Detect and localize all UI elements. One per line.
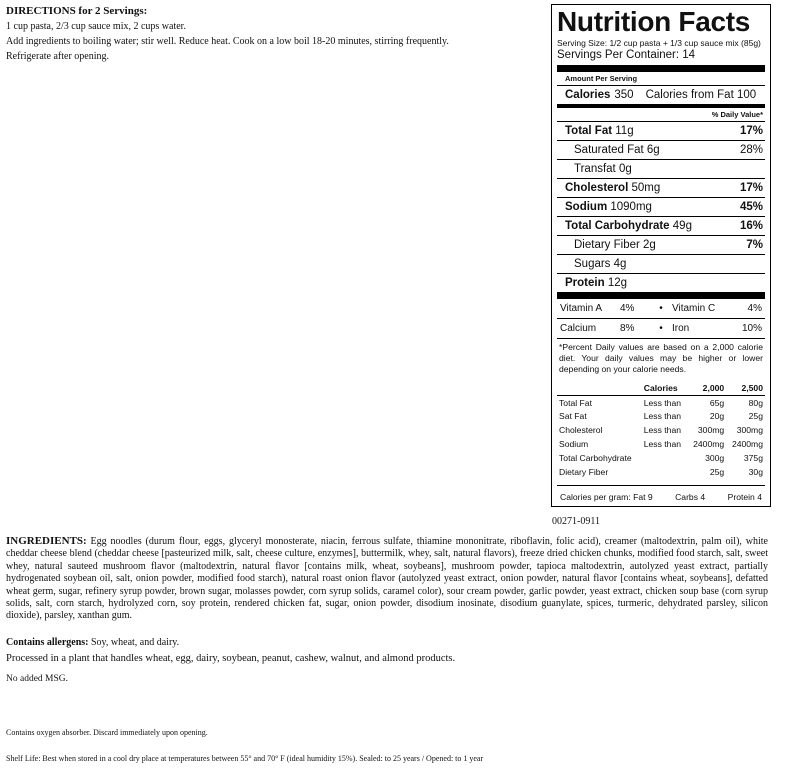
- divider-thick: [557, 292, 765, 299]
- nutrient-row-saturated-fat: [557, 140, 765, 159]
- table-cell: 30g: [748, 466, 763, 477]
- vitamin-label: Vitamin A: [560, 303, 603, 314]
- nutrient-label: Saturated Fat: [574, 144, 644, 156]
- ingredients-text: Egg noodles (durum flour, eggs, glyceryl monosterate, niacin, ferrous sulfate, thiamine mononitrate, riboflavin, folic acid), creamer (maltodextrin, palm oil), white cheddar cheese blend (cheddar cheese [pasteurized milk, salt, cheese culture, enzymes], buttermilk, whey, salt, natural flavors), freeze dried chicken chunks, modified food starch, salt, sweet whey, natural sauteed mushroom flavor (maltodextrin, natural flavor [contains milk, wheat, soybeans], mushroom powder, tapioca maltodextrin, autolyzed yeast extract, partially hydrogenated soybean oil, salt, onion powder, modified food starch), natural roast onion flavor (autolyzed yeast extract, onion powder, natural flavor [contains wheat, soybeans], defatted wheat germ, sugar, refinery syrup powder, brown sugar, molasses powder, corn syrup solids, caramel color), sour cream powder, garlic powder, yeast extract, chicken soup base (corn syrup solids, salt, corn starch, hydrolyzed corn, soy protein, rendered chicken fat, sugar, onion powder, disodium inosinate, disodium guanylate, spices, turmeric, dehydrated parsley, silicon dioxide), parsley, xanthan gum.: [6, 536, 768, 622]
- table-cell: 300mg: [697, 425, 725, 436]
- allergens-section: [6, 637, 179, 648]
- nutrient-label: Protein: [565, 277, 605, 289]
- vitamin-value: 4%: [747, 303, 762, 314]
- bullet: •: [659, 303, 663, 314]
- directions-line: Add ingredients to boiling water; stir well. Reduce heat. Cook on a low boil 18-20 minutes, stirring frequently.: [6, 36, 449, 47]
- nutrient-row-total-fat: [557, 121, 765, 140]
- product-code: 00271-0911: [552, 516, 600, 527]
- table-cell: [642, 465, 688, 479]
- table-cell: Less than: [643, 397, 682, 408]
- daily-value-table: [557, 381, 765, 479]
- nutrient-label: Sodium: [565, 201, 608, 213]
- nutrient-row-sodium: [557, 197, 765, 216]
- table-row: [557, 437, 765, 451]
- nutrient-amount: 2g: [643, 239, 656, 251]
- nutrient-amount: 4g: [613, 258, 627, 270]
- table-cell: [642, 451, 688, 465]
- table-cell: 2400mg: [731, 439, 763, 450]
- vitamin-label: Vitamin C: [672, 303, 716, 314]
- table-row: [557, 410, 765, 424]
- nutrient-row-cholesterol: [557, 178, 765, 197]
- vitamin-label: Iron: [672, 323, 690, 334]
- table-cell: Sodium: [559, 439, 589, 450]
- vitamin-value: 10%: [741, 323, 762, 334]
- directions-section: [6, 4, 536, 64]
- nutrient-row-total-carbohydrate: [557, 216, 765, 235]
- ingredients-label: INGREDIENTS:: [6, 535, 87, 547]
- nutrient-label: Total Carbohydrate: [565, 220, 670, 232]
- ingredients-section: [6, 535, 768, 623]
- directions-line: 1 cup pasta, 2/3 cup sauce mix, 2 cups water.: [6, 21, 186, 32]
- directions-line: Refrigerate after opening.: [6, 51, 110, 62]
- no-msg-notice: No added MSG.: [6, 674, 69, 684]
- table-cell: 65g: [709, 397, 725, 408]
- nutrient-amount: 50mg: [631, 182, 661, 194]
- nutrition-facts-panel: [551, 4, 771, 507]
- vitamin-value: 8%: [620, 323, 635, 334]
- table-cell: 25g: [748, 411, 763, 422]
- table-cell: 25g: [709, 466, 725, 477]
- divider-thick: [557, 65, 765, 72]
- nutrient-row-protein: [557, 273, 765, 292]
- nutrient-dv: 28%: [739, 144, 763, 156]
- table-cell: Less than: [643, 425, 682, 436]
- calories-per-gram-carbs: Carbs 4: [675, 491, 706, 502]
- nutrient-amount: 11g: [615, 125, 634, 137]
- servings-per-container: Servings Per Container: 14: [557, 49, 696, 61]
- vitamin-value: 4%: [620, 303, 635, 314]
- nutrient-row-dietary-fiber: [557, 235, 765, 254]
- calories-value: 350: [614, 89, 634, 101]
- vitamin-row: [557, 299, 765, 318]
- nutrient-label: Transfat: [574, 163, 616, 175]
- nutrient-amount: 0g: [618, 163, 632, 175]
- table-cell: 300mg: [736, 425, 763, 436]
- nutrient-amount: 49g: [672, 220, 692, 232]
- nutrition-facts-title: Nutrition Facts: [557, 6, 751, 37]
- nutrient-amount: 6g: [646, 144, 660, 156]
- calories-label: Calories: [565, 89, 611, 101]
- oxygen-absorber-notice: Contains oxygen absorber. Discard immediately upon opening.: [6, 728, 208, 737]
- allergens-text: Soy, wheat, and dairy.: [88, 637, 180, 648]
- table-row: [557, 423, 765, 437]
- table-header-cell: 2,500: [726, 381, 765, 395]
- nutrient-label: Total Fat: [565, 125, 613, 137]
- nutrient-dv: 17%: [739, 125, 763, 137]
- table-cell: Total Carbohydrate: [559, 452, 632, 463]
- vitamin-label: Calcium: [560, 323, 597, 334]
- table-cell: 2400mg: [693, 439, 725, 450]
- table-cell: 300g: [705, 452, 725, 463]
- table-header-cell: [557, 381, 642, 395]
- nutrient-label: Cholesterol: [565, 182, 629, 194]
- table-cell: Total Fat: [559, 397, 592, 408]
- nutrient-dv: 17%: [739, 182, 763, 194]
- nutrient-row-sugars: [557, 254, 765, 273]
- serving-size: Serving Size: 1/2 cup pasta + 1/3 cup sauce mix (85g): [557, 38, 761, 48]
- shelf-life-notice: Shelf Life: Best when stored in a cool dry place at temperatures between 55° and 70° F (ideal humidity 15%). Sealed: to 25 years / Opened: to 1 year: [6, 754, 484, 763]
- table-cell: Cholesterol: [559, 425, 603, 436]
- daily-value-table-header: [557, 381, 765, 395]
- table-cell: 20g: [709, 411, 725, 422]
- nutrient-amount: 12g: [607, 277, 628, 289]
- nutrient-dv: 16%: [739, 220, 763, 232]
- table-header-cell: Calories: [642, 381, 688, 395]
- nutrient-amount: 1090mg: [610, 201, 652, 213]
- nutrient-dv: 7%: [746, 239, 763, 251]
- table-cell: Sat Fat: [559, 411, 587, 422]
- table-cell: Less than: [643, 439, 682, 450]
- calories-from-fat: Calories from Fat 100: [645, 89, 757, 101]
- nutrient-label: Sugars: [574, 258, 611, 270]
- bullet: •: [659, 323, 663, 334]
- calories-per-gram-protein: Protein 4: [727, 491, 762, 502]
- table-cell: 80g: [748, 397, 763, 408]
- table-header-cell: 2,000: [687, 381, 726, 395]
- table-row: [557, 465, 765, 479]
- table-cell: Less than: [643, 411, 682, 422]
- directions-title: DIRECTIONS for 2 Servings:: [6, 5, 148, 17]
- calories-row: [557, 85, 765, 104]
- calories-per-gram-fat: Calories per gram: Fat 9: [560, 491, 653, 502]
- nutrient-label: Dietary Fiber: [574, 239, 640, 251]
- amount-per-serving: Amount Per Serving: [565, 74, 638, 83]
- allergens-label: Contains allergens:: [6, 637, 89, 648]
- table-cell: 375g: [743, 452, 763, 463]
- nutrient-row-transfat: [557, 159, 765, 178]
- processed-notice: Processed in a plant that handles wheat, egg, dairy, soybean, peanut, cashew, walnut, and almond products.: [6, 653, 456, 664]
- calories-per-gram: [557, 485, 765, 502]
- table-row: [557, 395, 765, 409]
- table-cell: Dietary Fiber: [559, 466, 609, 477]
- table-row: [557, 451, 765, 465]
- daily-value-footnote: *Percent Daily values are based on a 2,000 calorie diet. Your daily values may be higher or lower depending on your calorie needs.: [559, 342, 763, 374]
- nutrient-dv: 45%: [739, 201, 763, 213]
- daily-value-header: % Daily Value*: [711, 110, 763, 119]
- vitamin-row: [557, 319, 765, 338]
